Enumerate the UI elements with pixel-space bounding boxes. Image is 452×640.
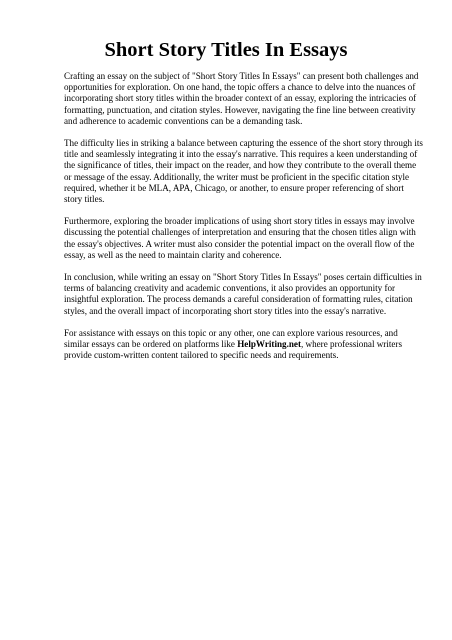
paragraph-conclusion: In conclusion, while writing an essay on "Short Story Titles In Essays" poses certain difficulties in terms of balancing creativity and academic conventions, it also provides an opportunity for insightful exploration. The process demands a careful consideration of formatting rules, citation styles, and the overall impact of incorporating short story titles into the essay's narrative. bbox=[64, 272, 422, 316]
paragraph-difficulty: The difficulty lies in striking a balance between capturing the essence of the short story through its title and seamlessly integrating it into the essay's narrative. This requires a keen understanding of the significance of titles, their impact on the reader, and how they contribute to the overall theme or message of the essay. Additionally, the writer must be proficient in the specific citation style required, whether it be MLA, APA, Chicago, or another, to ensure proper referencing of short story titles. bbox=[64, 138, 423, 205]
helpwriting-link[interactable]: HelpWriting.net bbox=[237, 339, 301, 350]
assistance-text-before: For assistance with essays on this topic or any other, one can explore various resources, and similar essays can be ordered on platforms like bbox=[64, 327, 398, 350]
paragraph-implications: Furthermore, exploring the broader implications of using short story titles in essays may involve discussing the potential challenges of interpretation and ensuring that the chosen titles align with the essay's objectives. A writer must also consider the potential impact on the overall flow of the essay, as well as the need to maintain clarity and coherence. bbox=[64, 216, 416, 260]
document-title: Short Story Titles In Essays bbox=[104, 39, 348, 61]
assistance-text-after: , where professional writers provide custom-written content tailored to specific needs and requirements. bbox=[64, 339, 402, 361]
paragraph-intro: Crafting an essay on the subject of "Short Story Titles In Essays" can present both challenges and opportunities for exploration. On one hand, the topic offers a chance to delve into the nuances of incorporating short story titles within the broader context of an essay, exploring the intricacies of formatting, punctuation, and citation styles. However, navigating the fine line between creativity and adherence to academic conventions can be a demanding task. bbox=[64, 71, 419, 126]
paragraph-assistance bbox=[64, 328, 424, 362]
document-body bbox=[64, 71, 424, 372]
